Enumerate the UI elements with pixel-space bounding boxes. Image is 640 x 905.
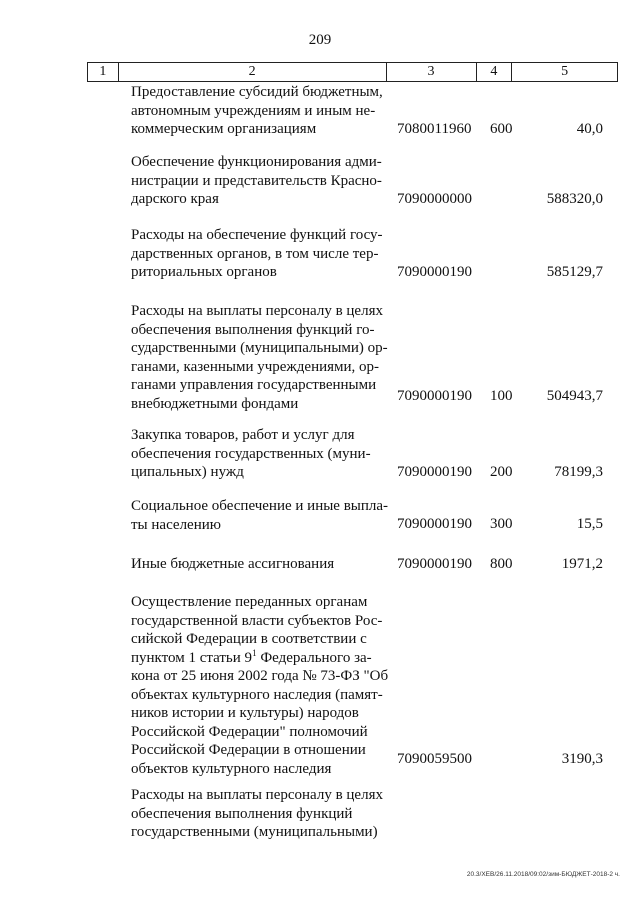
desc-line: сударственными (муниципальными) ор-	[131, 340, 388, 356]
row-code: 7090000190	[397, 264, 472, 280]
row-description	[131, 83, 389, 139]
row-amount: 504943,7	[546, 388, 603, 404]
row-code: 7090000190	[397, 464, 472, 480]
page-number: 209	[308, 32, 332, 48]
row-description	[131, 786, 389, 842]
desc-line	[131, 649, 389, 668]
row-amount: 40,0	[576, 121, 603, 137]
header-col-1: 1	[88, 63, 119, 82]
row-amount: 585129,7	[546, 264, 603, 280]
desc-line: автономным учреждениям и иным не-	[131, 102, 376, 119]
row-description	[131, 426, 389, 482]
document-footer: 20.3/ХЕВ/26.11.2018/09:02/зим-БЮДЖЕТ-2018-2 ч.	[466, 871, 620, 878]
desc-line: Обеспечение функционирования адми-	[131, 154, 382, 170]
desc-line: ников истории и культуры) народов	[131, 705, 359, 721]
desc-line: внебюджетными фондами	[131, 395, 299, 412]
header-col-4: 4	[476, 63, 512, 82]
header-col-5: 5	[512, 63, 618, 82]
row-description	[131, 555, 389, 574]
desc-line: обеспечения выполнения функций	[131, 805, 353, 822]
desc-line: обеспечения выполнения функций го-	[131, 321, 375, 338]
superscript: 1	[252, 647, 257, 658]
row-vr: 600	[490, 121, 513, 137]
desc-line-part: пунктом 1 статьи 9	[131, 649, 253, 666]
row-vr: 800	[490, 556, 513, 572]
row-vr: 100	[490, 388, 513, 404]
desc-line: кона от 25 июня 2002 года № 73-ФЗ "Об	[131, 668, 389, 684]
row-description	[131, 593, 389, 778]
row-code: 7090059500	[397, 751, 472, 767]
desc-line: объектов культурного наследия	[131, 760, 332, 777]
row-code: 7080011960	[397, 121, 472, 137]
header-col-3: 3	[386, 63, 476, 82]
row-description	[131, 302, 389, 413]
desc-line: обеспечения государственных (муни-	[131, 445, 371, 462]
row-code: 7090000190	[397, 516, 472, 532]
desc-line: Российской Федерации" полномочий	[131, 723, 368, 740]
desc-line: нистрации и представительств Красно-	[131, 172, 382, 189]
desc-line: Предоставление субсидий бюджетным,	[131, 84, 383, 100]
row-code: 7090000190	[397, 556, 472, 572]
row-vr: 300	[490, 516, 513, 532]
desc-line: Российской Федерации в отношении	[131, 742, 366, 758]
desc-line: ты населению	[131, 516, 221, 533]
desc-line: объектах культурного наследия (памят-	[131, 686, 383, 703]
desc-line: ганами управления государственными	[131, 377, 377, 393]
desc-line: дарственных органов, в том числе тер-	[131, 245, 379, 262]
row-amount: 588320,0	[546, 191, 603, 207]
row-amount: 15,5	[576, 516, 603, 532]
desc-line: Расходы на выплаты персоналу в целях	[131, 787, 383, 803]
desc-line: сийской Федерации в соответствии с	[131, 631, 367, 647]
row-description	[131, 226, 389, 282]
desc-line: Иные бюджетные ассигнования	[131, 556, 335, 572]
desc-line: дарского края	[131, 191, 219, 207]
desc-line: Социальное обеспечение и иные выпла-	[131, 498, 389, 514]
row-description	[131, 153, 389, 209]
table-header	[87, 62, 618, 82]
desc-line-part: Федерального за-	[256, 649, 372, 666]
row-amount: 1971,2	[561, 556, 603, 572]
desc-line: Осуществление переданных органам	[131, 594, 368, 610]
row-amount: 3190,3	[561, 751, 603, 767]
desc-line: Расходы на выплаты персоналу в целях	[131, 303, 383, 319]
desc-line: коммерческим организациям	[131, 121, 317, 137]
desc-line: государственными (муниципальными)	[131, 824, 378, 840]
header-col-2: 2	[118, 63, 386, 82]
desc-line: риториальных органов	[131, 264, 277, 280]
desc-line: ганами, казенными учреждениями, ор-	[131, 358, 380, 375]
row-code: 7090000190	[397, 388, 472, 404]
row-vr: 200	[490, 464, 513, 480]
desc-line: Закупка товаров, работ и услуг для	[131, 427, 355, 443]
row-description	[131, 497, 389, 534]
desc-line: Расходы на обеспечение функций госу-	[131, 227, 383, 243]
desc-line: государственной власти субъектов Рос-	[131, 612, 383, 629]
row-amount: 78199,3	[554, 464, 603, 480]
desc-line: ципальных) нужд	[131, 464, 244, 480]
row-code: 7090000000	[397, 191, 472, 207]
